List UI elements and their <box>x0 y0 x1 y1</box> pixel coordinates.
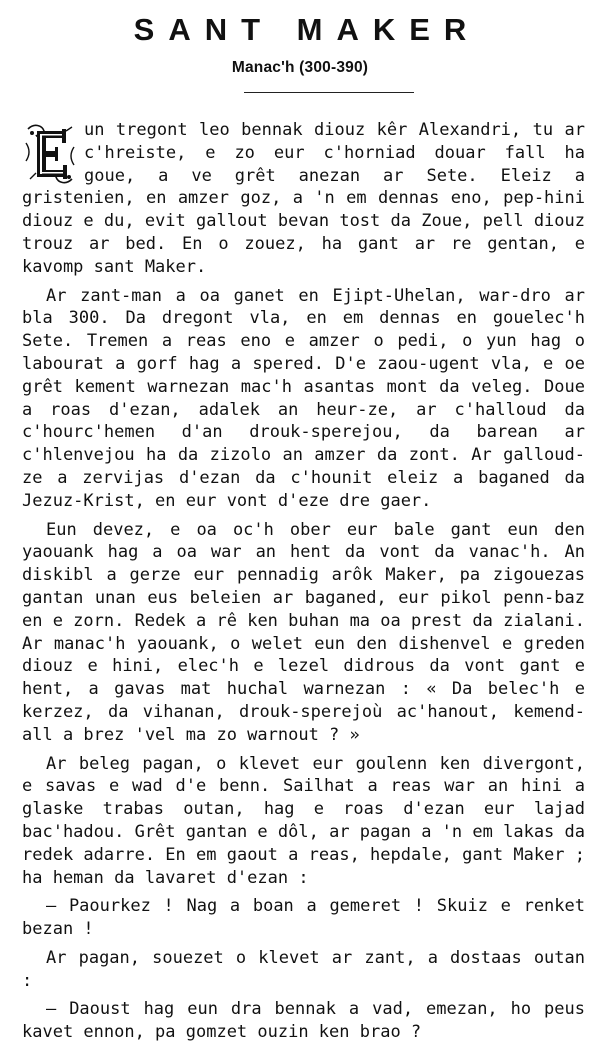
page-title: SANT MAKER <box>133 12 481 47</box>
paragraph-7: — Daoust hag eun dra bennak a vad, emezan, ho peus kavet ennon, pa gomzet ouzin ken brao ? <box>22 999 585 1043</box>
page-subtitle: Manac'h (300-390) <box>231 59 369 76</box>
paragraph-4: Ar beleg pagan, o klevet eur goulenn ken divergont, e savas e wad d'e benn. Sailhat a reas war an hini a glaske trabas outan, hag e roas d'ezan eur lajad bac'hadou. Grêt gantan e dôl, ar pagan a 'n em lakas da redek adarre. En em gaout a reas, hepdale, gant Maker ; ha heman da lavaret d'ezan : <box>22 753 585 888</box>
paragraph-3: Eun devez, e oa oc'h ober eur bale gant eun den yaouank hag a oa war an hent da vont da vanac'h. An diskibl a gerze eur pennadig arôk Maker, pa zigouezas gantan unan eus beleien ar baganed, eur pikol penn-baz en e zorn. Redek a rê ken buhan ma oa prest da zialani. Ar manac'h yaouank, o welet eun den dishenvel e greden diouz e hini, elec'h e lezel didrous da vont gant e hent, a gavas mat huchal warnezan : « Da belec'h e kerzez, da vihanan, drouk-sperejoù ac'hanout, kemend-all a brez 'vel ma zo warnout ? » <box>22 519 585 745</box>
article-body <box>22 119 585 1050</box>
paragraph-5: — Paourkez ! Nag a boan a gemeret ! Skuiz e renket bezan ! <box>22 896 585 940</box>
paragraph-6: Ar pagan, souezet o klevet ar zant, a dostaas outan : <box>22 947 585 991</box>
paragraph-1 <box>22 119 585 279</box>
paragraph-1-text: un tregont leo bennak diouz kêr Alexandri, tu ar c'hreiste, e zo eur c'horniad douar fall ha goue, a ve grêt anezan ar Sete. Eleiz a gristenien, en amzer goz, a 'n em dennas eno, pep-hini diouz e du, evit gallout bevan tost da Zoue, pell diouz trouz ar bed. En o zouez, ha gant ar re gentan, e kavomp sant Maker. <box>22 120 585 277</box>
paragraph-2: Ar zant-man a oa ganet en Ejipt-Uhelan, war-dro ar bla 300. Da dregont vla, en em dennas en gouelec'h Sete. Tremen a reas eno e amzer o pedi, o yun hag o labourat a gorf hag a spered. D'e zaou-ugent vla, e oe grêt kement warnezan mac'h asantas mont da veleg. Doue a roas d'ezan, adalek an heur-ze, ar c'halloud da c'hourc'hemen d'an drouk-sperejou, da barean ar c'hlenvejou ha da zizolo an amzer da zont. Ar galloud-ze a zervijas d'ezan da c'hounit eleiz a baganed da Jezuz-Krist, en eur vont d'eze dre gaer. <box>22 285 585 511</box>
title-rule <box>244 92 414 93</box>
ornate-letter-icon <box>22 121 78 187</box>
dropcap-e <box>22 121 78 187</box>
